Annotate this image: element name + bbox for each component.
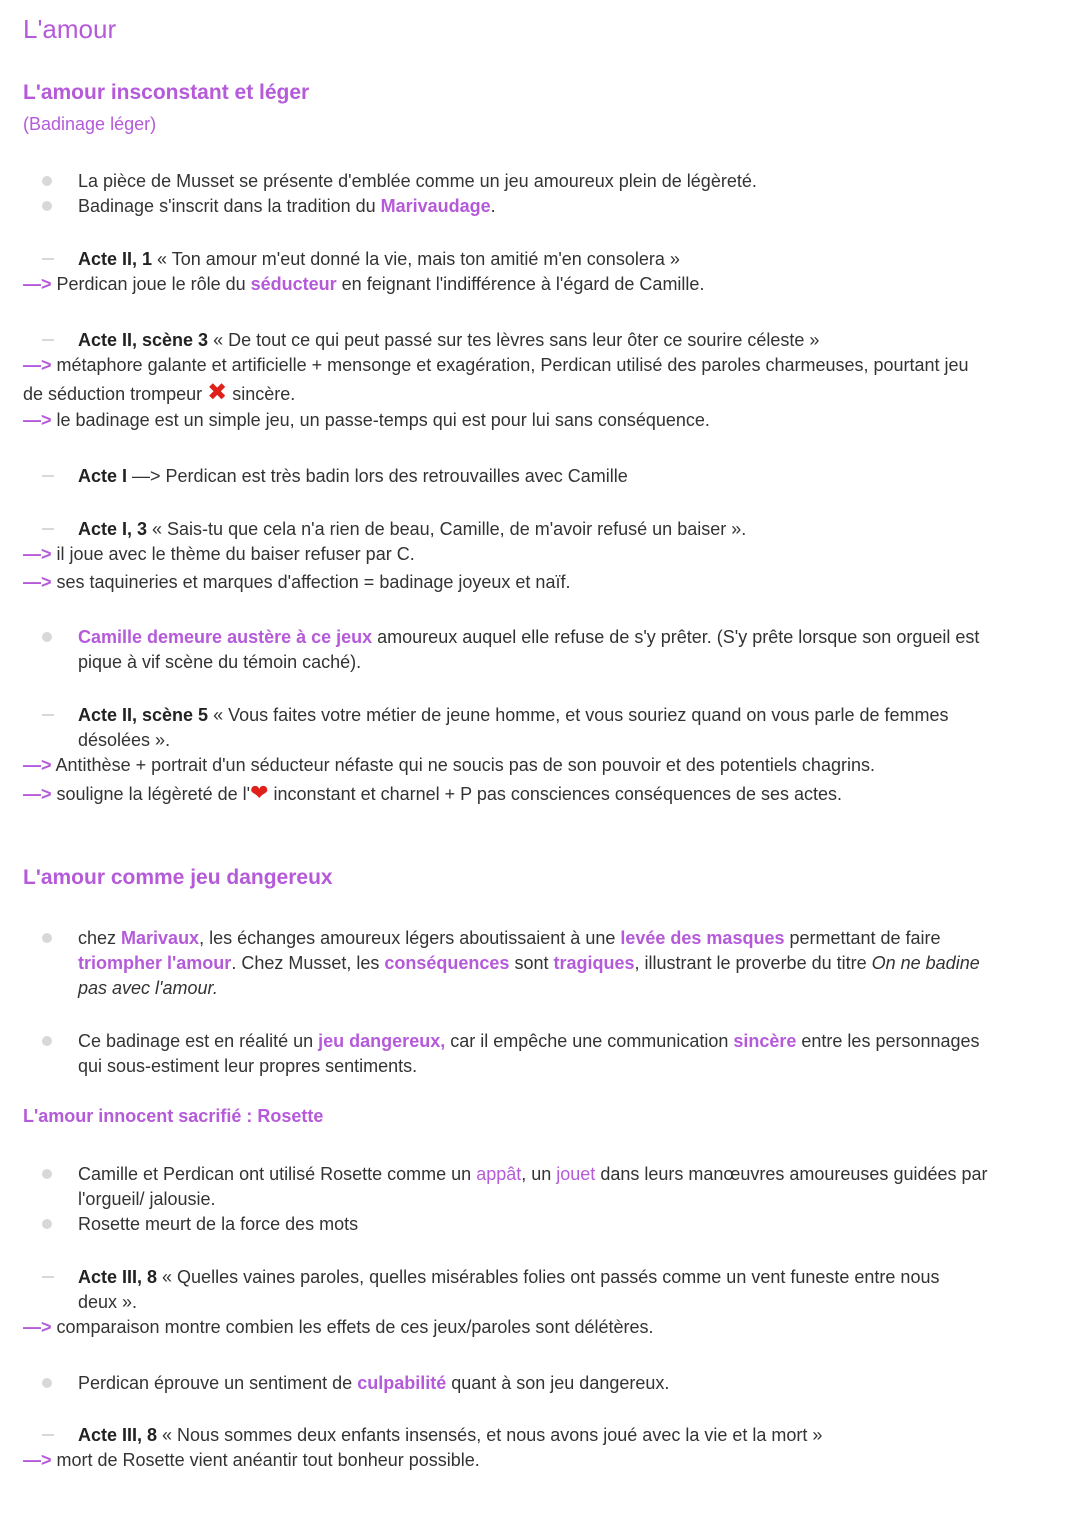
bullet-item: [78, 1211, 1060, 1237]
text-run: « Ton amour m'eut donné la vie, mais ton amitié m'en consolera »: [152, 249, 680, 269]
text-line: [23, 1314, 1060, 1340]
text-run: jeu dangereux,: [318, 1031, 446, 1051]
text-run: Camille et Perdican ont utilisé Rosette comme un: [78, 1164, 477, 1184]
text-line: [78, 727, 1060, 753]
dash-icon: [42, 339, 54, 341]
bullet-icon: [42, 933, 52, 943]
dash-icon: [42, 528, 54, 530]
text-run: ses taquineries et marques d'affection = badinage joyeux et naïf.: [51, 572, 571, 592]
heart-icon: ❤: [250, 780, 269, 805]
text-run: La pièce de Musset se présente d'emblée comme un jeu amoureux plein de légèreté.: [78, 171, 757, 191]
text-line: [78, 649, 1060, 675]
text-run: désolées ».: [78, 730, 171, 750]
text-run: Acte II, 1: [78, 249, 153, 269]
text-run: « Nous sommes deux enfants insensés, et nous avons joué avec la vie et la mort »: [157, 1425, 823, 1445]
dash-icon: [42, 258, 54, 260]
bullet-item: [78, 168, 1060, 194]
text-run: Badinage s'inscrit dans la tradition du: [78, 196, 381, 216]
text-run: l'orgueil/ jalousie.: [78, 1189, 216, 1209]
cross-mark-icon: ✖: [207, 379, 228, 406]
text-run: souligne la légèreté de l': [51, 784, 251, 804]
text-line: [78, 1289, 1060, 1315]
bullet-item: [78, 193, 1060, 219]
text-run: levée des masques: [620, 928, 785, 948]
quote-item: [78, 327, 1060, 353]
bullet-icon: [42, 1219, 52, 1229]
text-run: Perdican joue le rôle du: [51, 274, 251, 294]
bullet-icon: [42, 1036, 52, 1046]
arrow-text: —>: [23, 1317, 52, 1337]
text-line: [23, 407, 1060, 433]
bullet-item: [78, 1370, 1060, 1396]
text-run: . Chez Musset, les: [231, 953, 385, 973]
text-run: sont: [509, 953, 554, 973]
text-run: métaphore galante et artificielle + mensonge et exagération, Perdican utilisé des paroles charmeuses, pourtant jeu: [51, 355, 969, 375]
bullet-icon: [42, 176, 52, 186]
text-line: [78, 950, 1060, 976]
text-line: [78, 975, 1060, 1001]
text-run: Marivaux: [121, 928, 200, 948]
section-heading-jeu-dangereux: L'amour comme jeu dangereux: [23, 866, 333, 889]
quote-item: [78, 1422, 1060, 1448]
bullet-item: [78, 624, 1060, 650]
arrow-text: —>: [23, 572, 52, 592]
arrow-text: —>: [23, 355, 52, 375]
text-run: conséquences: [384, 953, 510, 973]
text-run: sincère.: [227, 384, 296, 404]
text-run: Antithèse + portrait d'un séducteur néfaste qui ne soucis pas de son pouvoir et des potentiels chagrins.: [51, 755, 875, 775]
text-run: culpabilité: [357, 1373, 447, 1393]
bullet-item: [78, 1161, 1060, 1187]
text-run: le badinage est un simple jeu, un passe-temps qui est pour lui sans conséquence.: [51, 410, 710, 430]
text-line: [78, 1053, 1060, 1079]
text-line: [23, 380, 1060, 406]
text-line: [23, 1447, 1060, 1473]
text-run: chez: [78, 928, 122, 948]
dash-icon: [42, 1434, 54, 1436]
text-run: de séduction trompeur: [23, 384, 208, 404]
section-heading-inconstant: L'amour insconstant et léger: [23, 81, 310, 104]
arrow-text: —>: [23, 1450, 52, 1470]
quote-item: [78, 246, 1060, 272]
text-run: pas avec l'amour.: [78, 978, 218, 998]
text-run: quant à son jeu dangereux.: [446, 1373, 670, 1393]
quote-item: [78, 516, 1060, 542]
text-run: , les échanges amoureux légers aboutissaient à une: [199, 928, 621, 948]
text-run: —> Perdican est très badin lors des retrouvailles avec Camille: [127, 466, 628, 486]
text-run: Marivaudage: [380, 196, 491, 216]
quote-item: [78, 463, 1060, 489]
text-run: comparaison montre combien les effets de ces jeux/paroles sont délétères.: [51, 1317, 654, 1337]
section-heading-rosette: L'amour innocent sacrifié : Rosette: [23, 1106, 324, 1126]
text-run: triompher l'amour: [78, 953, 232, 973]
text-run: Acte III, 8: [78, 1425, 158, 1445]
text-run: .: [490, 196, 496, 216]
text-run: « Vous faites votre métier de jeune homme, et vous souriez quand on vous parle de femmes: [208, 705, 949, 725]
text-run: dans leurs manœuvres amoureuses guidées par: [595, 1164, 988, 1184]
text-run: Ce badinage est en réalité un: [78, 1031, 319, 1051]
text-run: On ne badine: [871, 953, 980, 973]
arrow-text: —>: [23, 544, 52, 564]
text-run: sincère: [733, 1031, 797, 1051]
text-line: [78, 1186, 1060, 1212]
text-run: il joue avec le thème du baiser refuser par C.: [51, 544, 415, 564]
text-run: séducteur: [250, 274, 337, 294]
text-line: [23, 352, 1060, 378]
arrow-text: —>: [23, 755, 52, 775]
dash-icon: [42, 475, 54, 477]
bullet-icon: [42, 1169, 52, 1179]
text-run: Rosette meurt de la force des mots: [78, 1214, 359, 1234]
text-run: jouet: [556, 1164, 596, 1184]
bullet-icon: [42, 1378, 52, 1388]
text-run: Acte II, scène 5: [78, 705, 209, 725]
dash-icon: [42, 1276, 54, 1278]
section-subheading: (Badinage léger): [23, 114, 157, 134]
text-line: [23, 752, 1060, 778]
text-run: deux ».: [78, 1292, 138, 1312]
text-run: Camille demeure austère à ce jeux: [78, 627, 373, 647]
quote-item: [78, 702, 1060, 728]
bullet-icon: [42, 201, 52, 211]
text-run: pique à vif scène du témoin caché).: [78, 652, 362, 672]
arrow-text: —>: [23, 784, 52, 804]
text-run: qui sous-estiment leur propres sentiments.: [78, 1056, 418, 1076]
arrow-text: —>: [23, 274, 52, 294]
text-run: Acte I, 3: [78, 519, 148, 539]
text-run: en feignant l'indifférence à l'égard de Camille.: [336, 274, 705, 294]
text-line: [23, 271, 1060, 297]
page-title: L'amour: [23, 14, 117, 44]
text-run: tragiques: [553, 953, 635, 973]
text-run: « Quelles vaines paroles, quelles misérables folies ont passés comme un vent funeste entre nous: [157, 1267, 940, 1287]
text-run: amoureux auquel elle refuse de s'y prêter. (S'y prête lorsque son orgueil est: [372, 627, 980, 647]
text-run: appât: [476, 1164, 522, 1184]
text-run: permettant de faire: [784, 928, 941, 948]
text-line: [23, 541, 1060, 567]
text-run: « De tout ce qui peut passé sur tes lèvres sans leur ôter ce sourire céleste »: [208, 330, 820, 350]
text-run: Acte II, scène 3: [78, 330, 209, 350]
text-line: [23, 780, 1060, 806]
text-run: inconstant et charnel + P pas consciences conséquences de ses actes.: [268, 784, 843, 804]
bullet-item: [78, 1028, 1060, 1054]
bullet-item: [78, 925, 1060, 951]
text-run: car il empêche une communication: [445, 1031, 734, 1051]
arrow-text: —>: [23, 410, 52, 430]
text-run: , un: [521, 1164, 557, 1184]
text-run: Acte III, 8: [78, 1267, 158, 1287]
text-run: , illustrant le proverbe du titre: [634, 953, 872, 973]
text-run: Perdican éprouve un sentiment de: [78, 1373, 358, 1393]
dash-icon: [42, 714, 54, 716]
text-line: [23, 569, 1060, 595]
text-run: Acte I: [78, 466, 128, 486]
text-run: mort de Rosette vient anéantir tout bonheur possible.: [51, 1450, 480, 1470]
text-run: « Sais-tu que cela n'a rien de beau, Camille, de m'avoir refusé un baiser ».: [147, 519, 747, 539]
quote-item: [78, 1264, 1060, 1290]
text-run: entre les personnages: [796, 1031, 980, 1051]
bullet-icon: [42, 632, 52, 642]
